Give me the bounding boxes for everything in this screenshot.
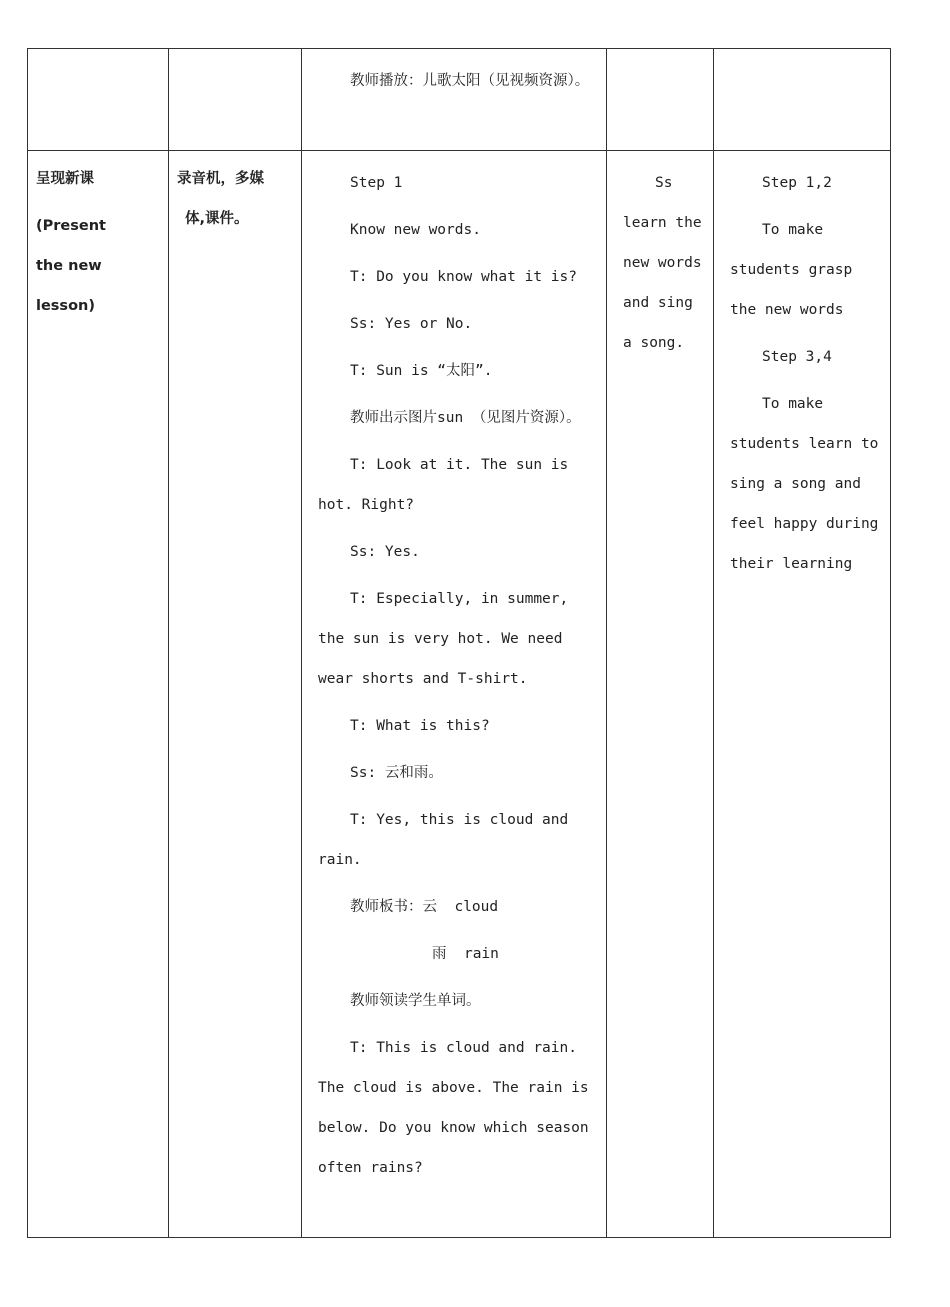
procedure-paragraph: T: Yes, this is cloud and rain. (318, 812, 577, 868)
procedure-cell (302, 151, 607, 1238)
purpose-step-label: Step 1,2 (762, 175, 832, 191)
stage-title-en-line: lesson) (36, 298, 95, 314)
stage-title-en-line: the new (36, 258, 102, 274)
procedure-paragraph: Ss: Yes. (350, 544, 420, 560)
purpose-line: their learning (730, 556, 853, 572)
lesson-plan-table (27, 48, 891, 1238)
procedure-paragraph: T: This is cloud and rain. The cloud is above. The rain is below. Do you know which season often rains? (318, 1040, 598, 1176)
procedure-paragraph: 雨 rain (432, 946, 499, 962)
student-activity-line: new words (623, 255, 702, 271)
materials-line: 体,课件。 (185, 211, 249, 227)
table-cell (28, 49, 169, 151)
purpose-cell (714, 151, 891, 1238)
purpose-line: students grasp (730, 262, 853, 278)
table-row (28, 49, 891, 151)
purpose-line: sing a song and (730, 476, 861, 492)
procedure-paragraph: T: Do you know what it is? (350, 269, 577, 285)
table-cell (714, 49, 891, 151)
purpose-line: feel happy during (730, 516, 879, 532)
student-activity-line: a song. (623, 335, 685, 351)
table-cell (607, 49, 714, 151)
student-activity-line: Ss (655, 175, 673, 191)
procedure-paragraph: Step 1 (350, 175, 403, 191)
procedure-paragraph: T: Look at it. The sun is hot. Right? (318, 457, 577, 513)
procedure-paragraph: Ss: Yes or No. (350, 316, 473, 332)
procedure-paragraph: 教师领读学生单词。 (350, 993, 481, 1009)
student-activity-line: and sing (623, 295, 693, 311)
procedure-paragraph: T: What is this? (350, 718, 490, 734)
procedure-paragraph: Ss: 云和雨。 (350, 765, 443, 781)
table-cell (302, 49, 607, 151)
materials-line: 录音机，多媒 (177, 171, 264, 187)
stage-title-cn: 呈现新课 (36, 171, 94, 187)
student-activity-cell (607, 151, 714, 1238)
table-row (28, 151, 891, 1238)
procedure-paragraph: 教师板书：云 cloud (350, 899, 499, 915)
procedure-paragraph: Know new words. (350, 222, 481, 238)
purpose-line: To make (762, 222, 824, 238)
purpose-line: students learn to (730, 436, 879, 452)
materials-cell (169, 151, 302, 1238)
student-activity-line: learn the (623, 215, 702, 231)
table-cell (169, 49, 302, 151)
purpose-line: the new words (730, 302, 844, 318)
stage-cell (28, 151, 169, 1238)
procedure-paragraph: 教师出示图片sun （见图片资源）。 (350, 410, 581, 426)
purpose-line: To make (762, 396, 824, 412)
purpose-step-label: Step 3,4 (762, 349, 832, 365)
teacher-play-song-text: 教师播放：儿歌太阳（见视频资源）。 (350, 73, 590, 89)
procedure-paragraph: T: Sun is “太阳”. (350, 363, 493, 379)
procedure-paragraph: T: Especially, in summer, the sun is very hot. We need wear shorts and T-shirt. (318, 591, 577, 687)
stage-title-en-line: (Present (36, 218, 106, 234)
